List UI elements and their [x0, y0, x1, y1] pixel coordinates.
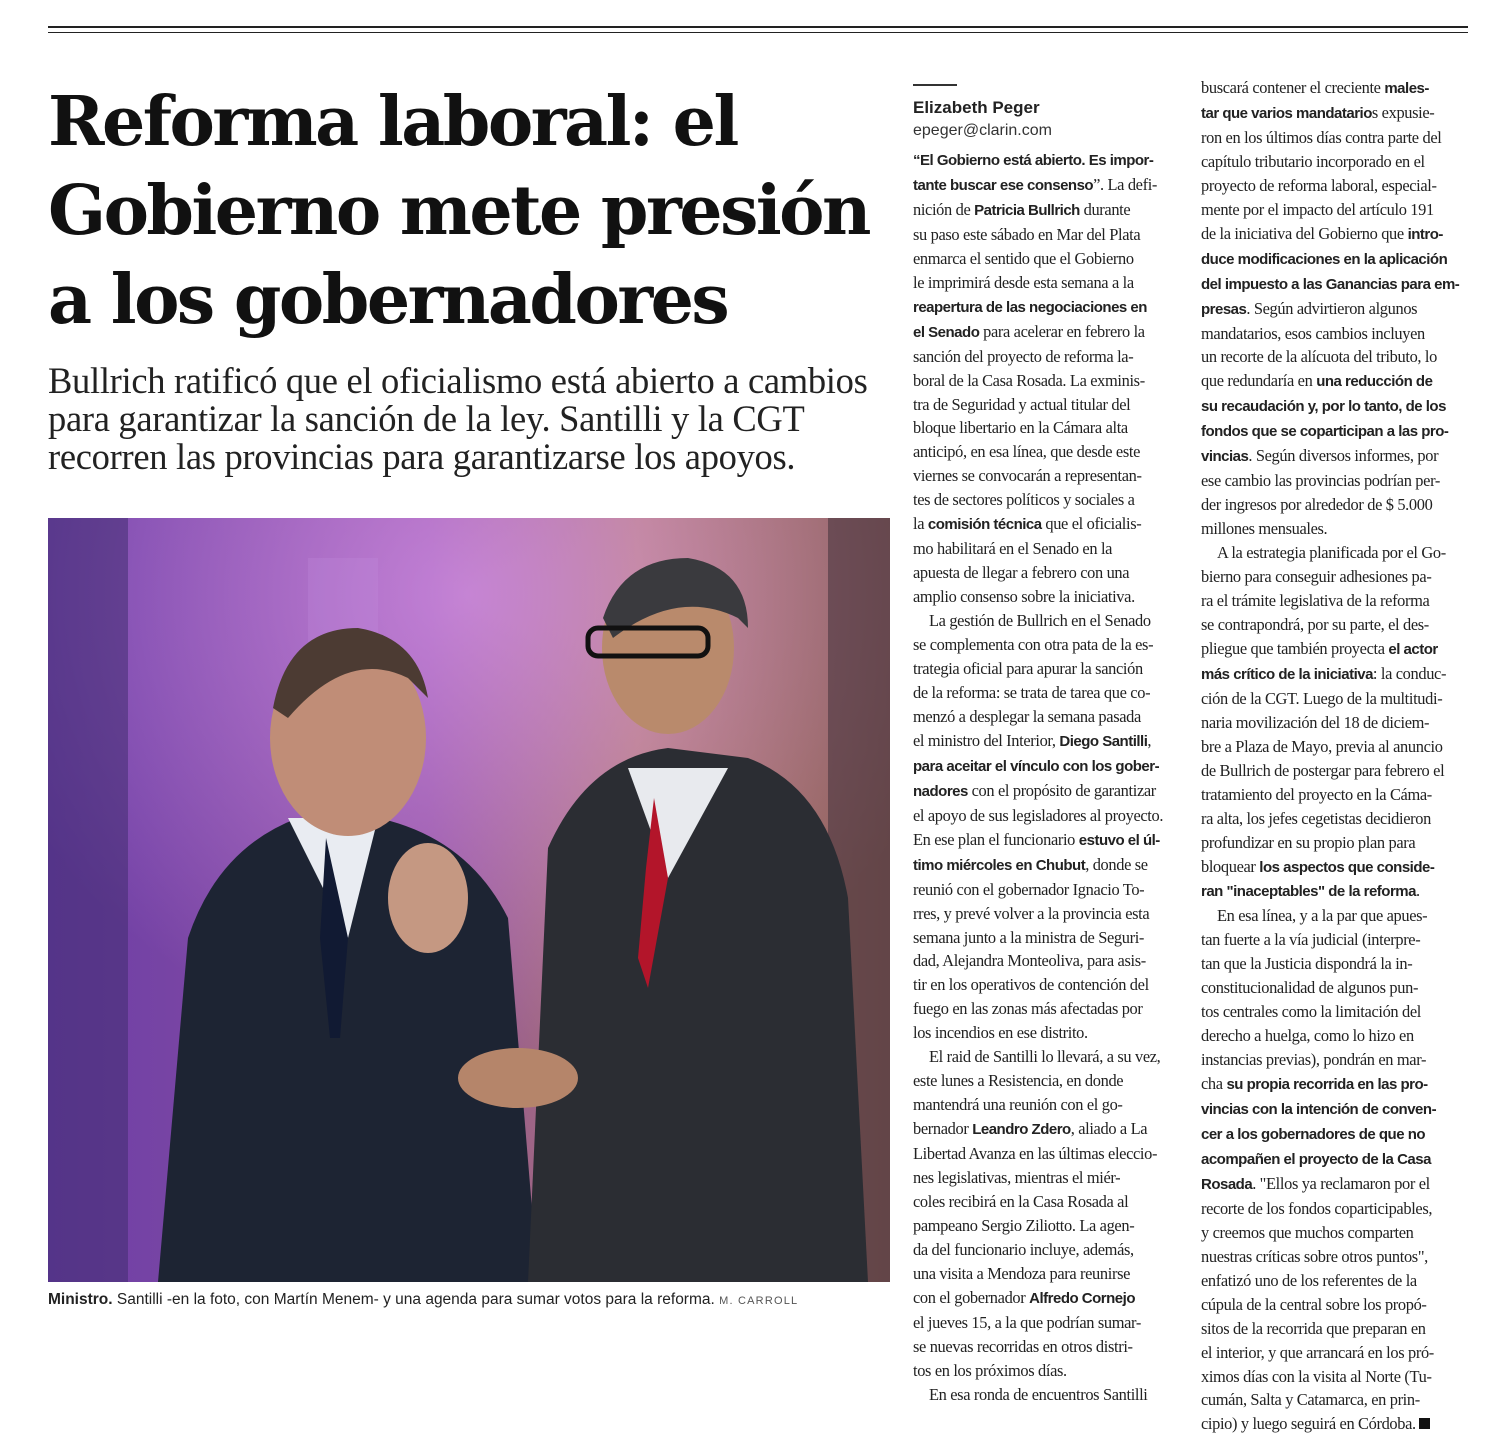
text-run: ción de la CGT. Luego de la multitudi- — [1201, 688, 1443, 708]
text-run: , aliado a La — [1070, 1119, 1148, 1139]
text-line — [913, 828, 1175, 853]
text-line — [1201, 855, 1463, 880]
text-line — [913, 198, 1175, 223]
text-run: Libertad Avanza en las últimas eleccio- — [913, 1144, 1158, 1164]
text-line — [1201, 1317, 1463, 1341]
text-line — [913, 561, 1175, 585]
text-run: pampeano Sergio Ziliotto. La agen- — [913, 1215, 1135, 1235]
text-run: el ministro del Interior, — [913, 730, 1060, 750]
text-run: nuestras críticas sobre otros puntos", — [1201, 1246, 1428, 1266]
bold-run: los aspectos que conside- — [1259, 858, 1435, 876]
text-line — [913, 1311, 1175, 1335]
text-run: , donde se — [1085, 854, 1148, 874]
text-run: bierno para conseguir adhesiones pa- — [1201, 567, 1432, 587]
text-line — [913, 754, 1175, 779]
text-line — [1201, 1024, 1463, 1048]
bold-run: una reducción de — [1316, 373, 1433, 391]
article-column-1 — [913, 148, 1175, 1407]
text-line — [1201, 565, 1463, 589]
text-run: ra alta, los jefes cegetistas decidieron — [1201, 808, 1431, 828]
text-run: : la conduc- — [1372, 663, 1447, 683]
text-line — [1201, 1048, 1463, 1072]
text-line — [1201, 247, 1463, 272]
text-line — [913, 537, 1175, 561]
text-line — [1201, 831, 1463, 855]
bold-run: timo miércoles en Chubut — [913, 856, 1086, 874]
text-run: tes de sectores políticos y sociales a — [913, 490, 1135, 510]
text-run: anticipó, en esa línea, que desde este — [913, 442, 1140, 462]
bold-run: reapertura de las negociaciones en — [913, 298, 1147, 316]
text-line — [1201, 1197, 1463, 1221]
text-line — [1201, 952, 1463, 976]
text-run: tra de Seguridad y actual titular del — [913, 394, 1131, 414]
text-run: semana junto a la ministra de Seguri- — [913, 927, 1145, 947]
end-of-article-mark — [1419, 1418, 1430, 1429]
text-line — [1201, 541, 1463, 565]
text-run: . Según advirtieron algunos — [1246, 298, 1418, 318]
text-line — [913, 804, 1175, 828]
bold-run: tante buscar ese consenso — [913, 176, 1094, 194]
bold-run: su propia recorrida en las pro- — [1226, 1076, 1428, 1094]
headline-line: a los gobernadores — [48, 260, 728, 340]
text-run: ron en los últimos días contra parte del — [1201, 127, 1442, 147]
text-line — [913, 681, 1175, 705]
article-photo — [48, 518, 890, 1282]
text-run: capítulo tributario incorporado en el — [1201, 151, 1425, 171]
text-line — [1201, 297, 1463, 322]
text-line — [913, 393, 1175, 417]
text-line — [1201, 126, 1463, 150]
text-line — [1201, 807, 1463, 831]
text-line — [913, 926, 1175, 950]
text-line — [1201, 687, 1463, 711]
text-run: ese cambio las provincias podrían per- — [1201, 471, 1440, 491]
text-line — [1201, 1000, 1463, 1024]
text-run: bloque libertario en la Cámara alta — [913, 418, 1128, 438]
bold-run: tar que varios mandatario — [1201, 104, 1372, 122]
text-line — [1201, 1388, 1463, 1412]
text-run: der ingresos por alrededor de $ 5.000 — [1201, 495, 1433, 515]
text-line — [913, 1166, 1175, 1190]
text-run: ra el trámite legislativa de la reforma — [1201, 591, 1430, 611]
text-line — [913, 729, 1175, 754]
text-line — [1201, 783, 1463, 807]
text-run: bloquear — [1201, 856, 1260, 876]
text-line — [913, 853, 1175, 878]
text-line — [913, 148, 1175, 173]
text-line — [913, 949, 1175, 973]
text-line — [1201, 1122, 1463, 1147]
text-line — [913, 1021, 1175, 1045]
text-run: amplio consenso sobre la iniciativa. — [913, 587, 1135, 607]
text-line — [913, 1093, 1175, 1117]
bold-run: vincias con la intención de conven- — [1201, 1101, 1437, 1119]
text-line — [1201, 928, 1463, 952]
text-line — [913, 1286, 1175, 1311]
text-line — [1201, 322, 1463, 346]
text-line — [1201, 662, 1463, 687]
text-run: trategia oficial para apurar la sanción — [913, 659, 1143, 679]
text-line — [913, 440, 1175, 464]
text-run: con el gobernador — [913, 1287, 1030, 1307]
text-run: tir en los operativos de contención del — [913, 975, 1149, 995]
bold-run: fondos que se coparticipan a las pro- — [1201, 423, 1449, 441]
text-run: recorte de los fondos coparticipables, — [1201, 1198, 1433, 1218]
text-line — [1201, 711, 1463, 735]
text-run: s expusie- — [1371, 102, 1435, 122]
text-line — [1201, 1365, 1463, 1389]
text-line — [913, 779, 1175, 804]
bold-run: acompañen el proyecto de la Casa — [1201, 1150, 1431, 1168]
text-line — [1201, 1072, 1463, 1097]
text-run: durante — [1079, 199, 1131, 219]
text-run: el apoyo de sus legisladores al proyecto. — [913, 805, 1164, 825]
deck-line: Bullrich ratificó que el oficialismo está abierto a cambios — [48, 360, 868, 401]
bold-run: cer a los gobernadores de que no — [1201, 1125, 1426, 1143]
bold-run: Leandro Zdero — [972, 1121, 1071, 1139]
text-run: tan fuerte a la vía judicial (interpre- — [1201, 930, 1421, 950]
text-run: cumán, Salta y Catamarca, en prin- — [1201, 1390, 1420, 1410]
text-line — [1201, 493, 1463, 517]
text-run: tos en los próximos días. — [913, 1360, 1067, 1380]
bold-run: del impuesto a las Ganancias para em- — [1201, 275, 1460, 293]
text-line — [1201, 101, 1463, 126]
text-line — [913, 1190, 1175, 1214]
bold-run: males- — [1384, 80, 1429, 97]
bold-run: comisión técnica — [927, 516, 1042, 534]
text-line — [1201, 1097, 1463, 1122]
text-line — [913, 345, 1175, 369]
text-line — [1201, 517, 1463, 541]
bold-run: vincias — [1201, 448, 1249, 466]
text-run: apuesta de llegar a febrero con una — [913, 563, 1130, 583]
text-run: dad, Alejandra Monteoliva, para asis- — [913, 951, 1146, 971]
text-line — [1201, 735, 1463, 759]
text-line — [1201, 1221, 1463, 1245]
bold-run: Rosada — [1201, 1175, 1253, 1193]
text-run: se complementa con otra pata de la es- — [913, 635, 1154, 655]
text-run: tos centrales como la limitación del — [1201, 1002, 1421, 1022]
text-run: mo habilitará en el Senado en la — [913, 539, 1113, 559]
text-line — [913, 1142, 1175, 1166]
text-line — [1201, 198, 1463, 222]
text-line — [913, 1214, 1175, 1238]
bold-run: su recaudación y, por lo tanto, de los — [1201, 398, 1446, 416]
text-line — [1201, 589, 1463, 613]
byline-email[interactable]: epeger@clarin.com — [913, 122, 1052, 139]
text-line — [1201, 1341, 1463, 1365]
text-run: cha — [1201, 1074, 1227, 1094]
text-line — [913, 705, 1175, 729]
text-line — [913, 1383, 1175, 1407]
text-line — [1201, 879, 1463, 904]
text-run: bernador — [913, 1119, 973, 1139]
text-line — [1201, 76, 1463, 101]
text-line — [1201, 469, 1463, 493]
text-run: constitucionalidad de algunos pun- — [1201, 978, 1419, 998]
text-run: este lunes a Resistencia, en donde — [913, 1071, 1124, 1091]
top-rule — [48, 26, 1468, 28]
text-run: instancias previas), pondrán en mar- — [1201, 1050, 1427, 1070]
text-line — [1201, 150, 1463, 174]
text-run: que el oficialis- — [1041, 514, 1142, 534]
text-line — [913, 1262, 1175, 1286]
photo-caption — [48, 1290, 898, 1311]
text-line — [913, 997, 1175, 1021]
text-run: derecho a huelga, como lo hizo en — [1201, 1026, 1414, 1046]
text-line — [913, 464, 1175, 488]
bold-run: “El Gobierno está abierto. Es impor- — [913, 152, 1154, 169]
byline-author: Elizabeth Peger — [913, 98, 1040, 117]
text-run: , — [1147, 730, 1152, 750]
text-line — [913, 488, 1175, 512]
text-line — [913, 271, 1175, 295]
text-line — [1201, 613, 1463, 637]
text-run: mantendrá una reunión con el go- — [913, 1095, 1123, 1115]
text-run: el jueves 15, a la que podrían sumar- — [913, 1312, 1141, 1332]
text-run: le imprimirá desde esta semana a la — [913, 272, 1134, 292]
text-run: En ese plan el funcionario — [913, 829, 1079, 849]
text-run: su paso este sábado en Mar del Plata — [913, 224, 1141, 244]
text-line — [1201, 419, 1463, 444]
text-run: reunió con el gobernador Ignacio To- — [913, 879, 1145, 899]
text-line — [913, 1117, 1175, 1142]
bold-run: intro- — [1407, 225, 1443, 243]
text-line — [1201, 1412, 1463, 1436]
text-run: la — [913, 514, 928, 534]
text-line — [913, 1069, 1175, 1093]
headline-line: Gobierno mete presión — [48, 171, 869, 251]
text-line — [913, 657, 1175, 681]
text-run: . "Ellos ya reclamaron por el — [1252, 1173, 1430, 1193]
text-run: enmarca el sentido que el Gobierno — [913, 248, 1134, 268]
text-run: nes legislativas, mientras el miér- — [913, 1168, 1121, 1188]
text-run: enfatizó uno de los referentes de la — [1201, 1270, 1417, 1290]
text-run: tan que la Justicia dispondrá la in- — [1201, 954, 1413, 974]
text-run: A la estrategia planificada por el Go- — [1217, 543, 1446, 563]
text-run: naria movilización del 18 de diciem- — [1201, 712, 1430, 732]
bold-run: Patricia Bullrich — [974, 201, 1080, 219]
text-run: profundizar en su propio plan para — [1201, 832, 1416, 852]
text-run: . Según diversos informes, por — [1248, 446, 1439, 466]
text-run: bre a Plaza de Mayo, previa al anuncio — [1201, 736, 1443, 756]
text-line — [1201, 1172, 1463, 1197]
text-run: de la reforma: se trata de tarea que co- — [913, 682, 1151, 702]
text-line — [1201, 1293, 1463, 1317]
text-run: un recorte de la alícuota del tributo, lo — [1201, 347, 1437, 367]
text-line — [1201, 345, 1463, 369]
photo-credit: M. CARROLL — [719, 1295, 799, 1307]
text-line — [1201, 444, 1463, 469]
text-run: buscará contener el creciente — [1201, 78, 1385, 97]
photo-illustration — [48, 518, 890, 1282]
text-run: sitos de la recorrida que preparan en — [1201, 1318, 1426, 1338]
text-run: coles recibirá en la Casa Rosada al — [913, 1191, 1129, 1211]
text-line — [913, 247, 1175, 271]
text-line — [1201, 1245, 1463, 1269]
text-line — [913, 173, 1175, 198]
text-line — [913, 1045, 1175, 1069]
text-run: fuego en las zonas más afectadas por — [913, 999, 1143, 1019]
caption-text: Santilli -en la foto, con Martín Menem- y una agenda para sumar votos para la reforma. — [112, 1291, 720, 1308]
text-run: el interior, y que arrancará en los pró- — [1201, 1342, 1434, 1362]
deck-line: para garantizar la sanción de la ley. Santilli y la CGT — [48, 398, 805, 439]
text-line — [913, 878, 1175, 902]
text-line — [1201, 394, 1463, 419]
text-line — [1201, 904, 1463, 928]
top-rule-thin — [48, 32, 1468, 33]
text-line — [913, 416, 1175, 440]
text-line — [1201, 637, 1463, 662]
deck — [48, 362, 898, 476]
text-run: da del funcionario incluye, además, — [913, 1239, 1134, 1259]
text-line — [913, 1238, 1175, 1262]
text-run: menzó a desplegar la semana pasada — [913, 706, 1141, 726]
text-line — [1201, 369, 1463, 394]
text-line — [913, 609, 1175, 633]
text-line — [1201, 1147, 1463, 1172]
text-line — [1201, 222, 1463, 247]
text-run: cúpula de la central sobre los propó- — [1201, 1294, 1427, 1314]
text-line — [1201, 976, 1463, 1000]
text-run: . — [1415, 881, 1420, 901]
article-column-2 — [1201, 76, 1463, 1436]
bold-run: Alfredo Cornejo — [1029, 1289, 1135, 1307]
text-run: proyecto de reforma laboral, especial- — [1201, 175, 1437, 195]
bold-run: el actor — [1388, 640, 1438, 658]
text-run: pliegue que también proyecta — [1201, 638, 1389, 658]
text-run: viernes se convocarán a representan- — [913, 466, 1142, 486]
text-run: mandatarios, esos cambios incluyen — [1201, 323, 1425, 343]
bold-run: el Senado — [913, 323, 980, 341]
text-line — [913, 1359, 1175, 1383]
text-line — [1201, 759, 1463, 783]
text-line — [913, 585, 1175, 609]
text-run: millones mensuales. — [1201, 519, 1328, 539]
text-run: tratamiento del proyecto en la Cáma- — [1201, 784, 1432, 804]
text-run: que redundaría en — [1201, 371, 1317, 391]
byline-rule — [913, 84, 957, 86]
text-run: se nuevas recorridas en otros distri- — [913, 1336, 1133, 1356]
text-run: y creemos que muchos comparten — [1201, 1222, 1414, 1242]
text-run: En esa línea, y a la par que apues- — [1217, 906, 1428, 926]
text-line — [1201, 272, 1463, 297]
text-run: de Bullrich de postergar para febrero el — [1201, 760, 1445, 780]
headline-line: Reforma laboral: el — [48, 82, 737, 162]
bold-run: nadores — [913, 782, 968, 800]
bold-run: estuvo el úl- — [1078, 831, 1160, 849]
text-line — [913, 369, 1175, 393]
text-run: se contrapondrá, por su parte, el des- — [1201, 614, 1429, 634]
text-line — [1201, 1269, 1463, 1293]
text-run: con el propósito de garantizar — [967, 780, 1156, 800]
headline — [48, 78, 898, 345]
text-run: ”. La defi- — [1093, 174, 1158, 194]
text-run: En esa ronda de encuentros Santilli — [929, 1384, 1148, 1404]
text-run: rres, y prevé volver a la provincia esta — [913, 903, 1150, 923]
bold-run: Diego Santilli — [1059, 732, 1148, 750]
text-line — [913, 902, 1175, 926]
text-line — [913, 295, 1175, 320]
bold-run: para aceitar el vínculo con los gober- — [913, 757, 1160, 775]
text-run: sanción del proyecto de reforma la- — [913, 346, 1134, 366]
text-run: El raid de Santilli lo llevará, a su vez, — [929, 1047, 1161, 1067]
text-line — [913, 512, 1175, 537]
text-line — [913, 223, 1175, 247]
text-run: ximos días con la visita al Norte (Tu- — [1201, 1366, 1432, 1386]
text-line — [913, 633, 1175, 657]
bold-run: más crítico de la iniciativa — [1201, 665, 1373, 683]
bold-run: duce modificaciones en la aplicación — [1201, 250, 1448, 268]
caption-lead: Ministro. — [48, 1291, 113, 1308]
text-run: La gestión de Bullrich en el Senado — [929, 611, 1151, 631]
text-run: para acelerar en febrero la — [979, 321, 1145, 341]
text-run: de la iniciativa del Gobierno que — [1201, 223, 1408, 243]
bold-run: presas — [1201, 300, 1247, 318]
bold-run: ran "inaceptables" de la reforma — [1201, 883, 1416, 901]
deck-line: recorren las provincias para garantizarse los apoyos. — [48, 436, 796, 477]
text-line — [913, 320, 1175, 345]
text-run: cipio) y luego seguirá en Córdoba. — [1201, 1414, 1416, 1434]
text-run: mente por el impacto del artículo 191 — [1201, 199, 1434, 219]
text-run: una visita a Mendoza para reunirse — [913, 1263, 1131, 1283]
text-run: boral de la Casa Rosada. La exminis- — [913, 370, 1145, 390]
text-line — [913, 973, 1175, 997]
text-run: nición de — [913, 199, 975, 219]
text-line — [1201, 174, 1463, 198]
text-run: los incendios en ese distrito. — [913, 1023, 1088, 1043]
